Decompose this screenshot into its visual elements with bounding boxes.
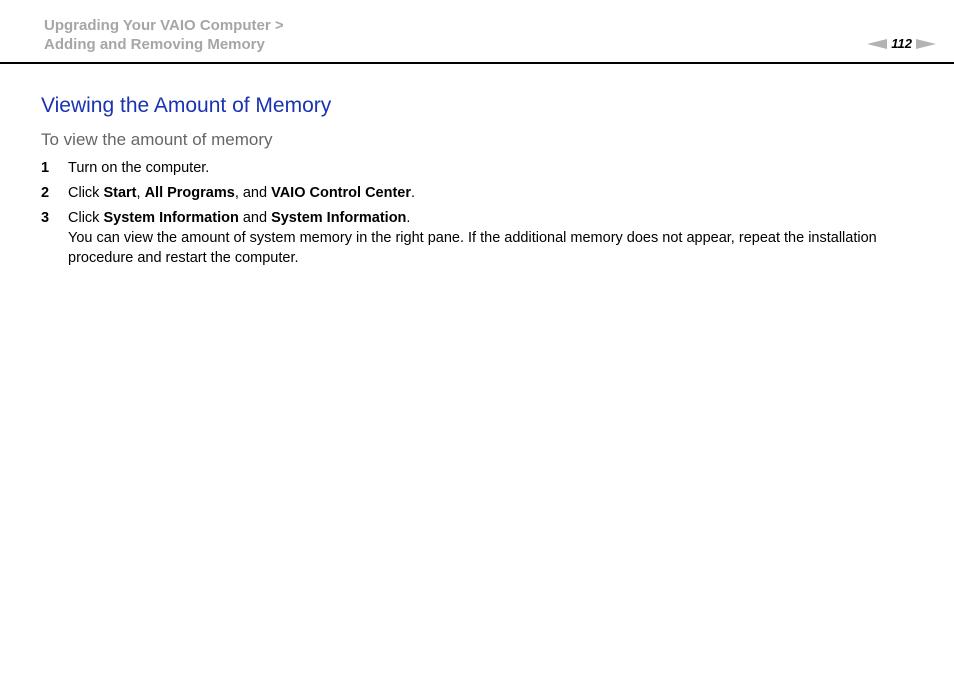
bold-term: System Information: [103, 210, 239, 226]
step-note: You can view the amount of system memory in the right pane. If the additional memory does not appear, repeat the installation procedure and restart the computer.: [68, 230, 877, 266]
step-item: [41, 208, 901, 268]
previous-page-icon[interactable]: [867, 39, 887, 49]
step-item: [41, 183, 901, 203]
breadcrumb-chapter[interactable]: Upgrading Your VAIO Computer >: [44, 17, 284, 34]
header-divider: [0, 62, 954, 64]
procedure-subtitle: To view the amount of memory: [41, 130, 273, 149]
breadcrumb-section[interactable]: Adding and Removing Memory: [44, 36, 265, 53]
page-navigator: [867, 36, 936, 51]
step-number: 2: [41, 185, 50, 201]
step-item: [41, 158, 901, 178]
bold-term: All Programs: [144, 185, 235, 201]
step-text: Click System Information and System Information. You can view the amount of system memory in the right pane. If the additional memory does not appear, repeat the installation procedure and restart the computer.: [68, 210, 877, 266]
step-text: Click Start, All Programs, and VAIO Control Center.: [68, 185, 416, 201]
step-number: 3: [41, 210, 50, 226]
next-page-icon[interactable]: [916, 39, 936, 49]
page-number: 112: [891, 36, 912, 51]
bold-term: System Information: [271, 210, 407, 226]
steps-list: [41, 158, 901, 273]
bold-term: VAIO Control Center: [271, 185, 411, 201]
breadcrumb: [44, 16, 284, 54]
page-title: Viewing the Amount of Memory: [41, 94, 332, 117]
bold-term: Start: [103, 185, 137, 201]
step-number: 1: [41, 160, 50, 176]
step-text: Turn on the computer.: [68, 160, 210, 176]
